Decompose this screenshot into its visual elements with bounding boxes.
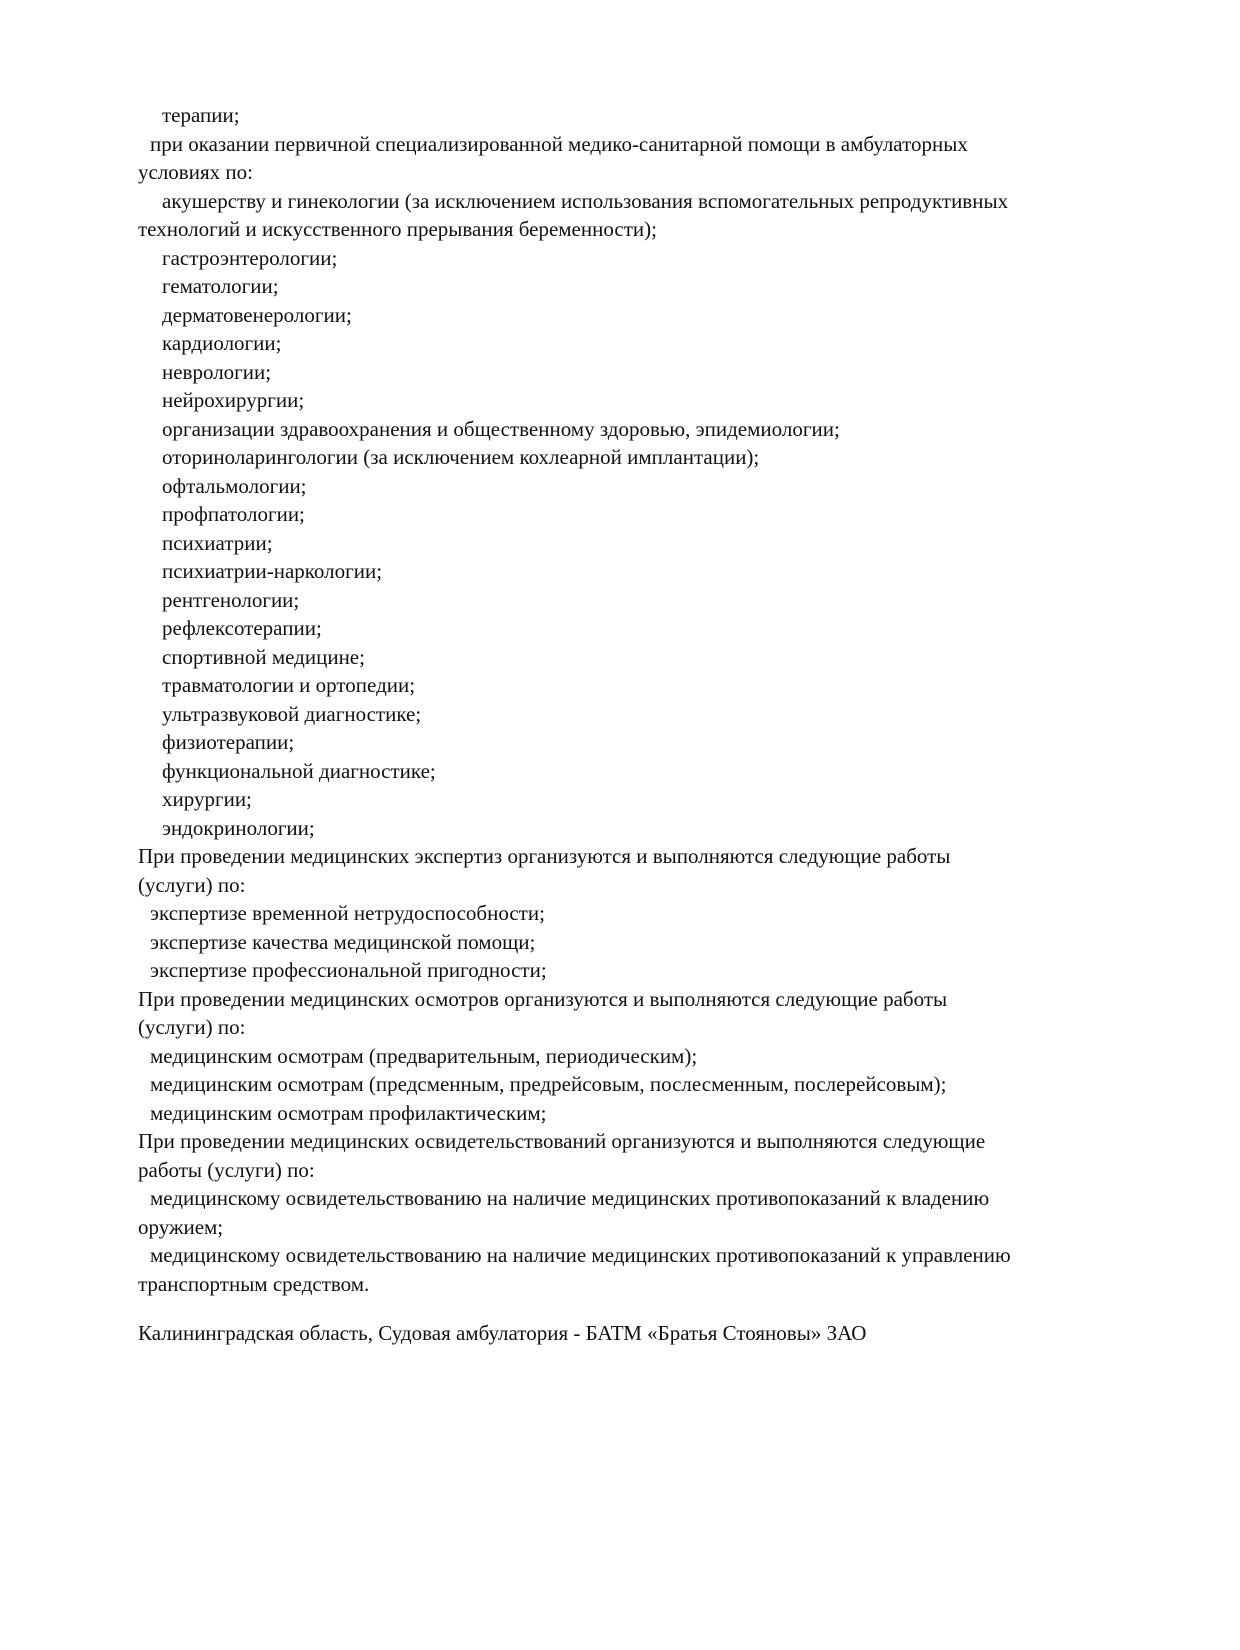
list-item: психиатрии; <box>162 530 273 555</box>
list-item: экспертизе качества медицинской помощи; <box>150 929 536 954</box>
list-item: организации здравоохранения и общественному здоровью, эпидемиологии; <box>162 416 840 441</box>
list-item: психиатрии-наркологии; <box>162 559 383 583</box>
list-item: экспертизе временной нетрудоспособности; <box>150 901 545 925</box>
section-certification-heading-cont: работы (услуги) по: <box>138 1157 315 1182</box>
section-primary-intro: при оказании первичной специализированной медико-санитарной помощи в амбулаторных <box>150 131 968 156</box>
list-item: функциональной диагностике; <box>162 758 436 783</box>
list-item: спортивной медицине; <box>162 644 365 669</box>
list-item: неврологии; <box>162 359 272 384</box>
list-item: эндокринологии; <box>162 815 315 840</box>
list-item: медицинским осмотрам (предварительным, периодическим); <box>150 1043 698 1068</box>
list-item: оториноларингологии (за исключением кохлеарной имплантации); <box>162 445 760 469</box>
list-item-weapons: медицинскому освидетельствованию на наличие медицинских противопоказаний к владению <box>150 1186 990 1210</box>
list-item: рефлексотерапии; <box>162 616 322 640</box>
primary-specialties-list <box>138 244 1128 843</box>
section-examinations-heading-cont: (услуги) по: <box>138 1015 246 1039</box>
section-expertise-heading-cont: (услуги) по: <box>138 872 246 897</box>
certification-list <box>138 1184 1128 1298</box>
list-item: гастроэнтерологии; <box>162 245 338 270</box>
list-item-driving-cont: транспортным средством. <box>138 1271 370 1296</box>
list-item: профпатологии; <box>162 502 305 526</box>
list-item: ультразвуковой диагностике; <box>162 701 422 726</box>
list-item: медицинским осмотрам профилактическим; <box>150 1100 547 1125</box>
list-item: дерматовенерологии; <box>162 302 352 327</box>
document-page <box>138 101 1128 1298</box>
list-item-obstetrics-cont: технологий и искусственного прерывания беременности); <box>138 217 657 241</box>
list-item-driving: медицинскому освидетельствованию на наличие медицинских противопоказаний к управлению <box>150 1243 1011 1267</box>
section-expertise-heading: При проведении медицинских экспертиз организуются и выполняются следующие работы <box>138 844 951 868</box>
list-item: рентгенологии; <box>162 587 300 612</box>
list-item: травматологии и ортопедии; <box>162 673 416 697</box>
list-item-weapons-cont: оружием; <box>138 1214 224 1239</box>
list-item-obstetrics: акушерству и гинекологии (за исключением использования вспомогательных репродуктивных <box>162 188 1009 213</box>
list-item: офтальмологии; <box>162 473 307 498</box>
list-item: кардиологии; <box>162 331 282 355</box>
list-item: гематологии; <box>162 274 279 298</box>
section-primary-intro-cont: условиях по: <box>138 160 253 184</box>
section-certification-heading: При проведении медицинских освидетельствований организуются и выполняются следующие <box>138 1129 986 1153</box>
section-examinations-heading: При проведении медицинских осмотров организуются и выполняются следующие работы <box>138 986 948 1011</box>
list-item: экспертизе профессиональной пригодности; <box>150 958 547 982</box>
list-item: физиотерапии; <box>162 730 295 754</box>
list-item-therapy: терапии; <box>162 103 240 127</box>
expertise-list <box>138 899 1128 985</box>
examinations-list <box>138 1042 1128 1128</box>
list-item: медицинским осмотрам (предсменным, предрейсовым, послесменным, послерейсовым); <box>150 1072 947 1096</box>
list-item: хирургии; <box>162 787 252 811</box>
organization-footer: Калининградская область, Судовая амбулатория - БАТМ «Братья Стояновы» ЗАО <box>138 1321 867 1345</box>
list-item: нейрохирургии; <box>162 388 305 412</box>
